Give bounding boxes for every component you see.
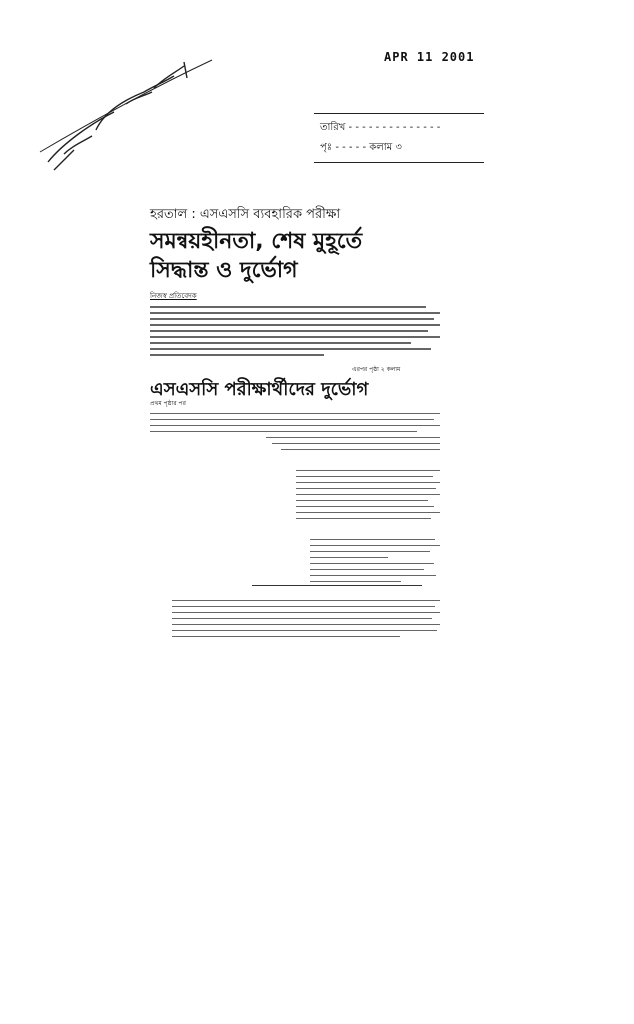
slip-date-label: তারিখ	[320, 122, 346, 133]
column-rule	[252, 585, 422, 586]
continued-note: এরপর পৃষ্ঠা ২ কলাম	[352, 366, 401, 373]
handwritten-annotation	[34, 52, 224, 172]
clipping-info-slip	[314, 113, 484, 163]
article-kicker: হরতাল : এসএসসি ব্যবহারিক পরীক্ষা	[150, 207, 341, 222]
article-headline-line-1: সমন্বয়হীনতা, শেষ মুহূর্তে	[150, 229, 363, 254]
slip-column-label: কলাম	[369, 142, 393, 153]
article-byline: নিজস্ব প্রতিবেদক	[150, 292, 197, 300]
slip-page-line: - - - - -	[335, 142, 370, 153]
article-continuation-text	[150, 408, 440, 455]
received-date-stamp: APR 11 2001	[384, 50, 475, 64]
slip-date-line: - - - - - - - - - - - - - -	[348, 122, 441, 133]
article-body-text	[150, 306, 440, 356]
article-sub-headline: এসএসসি পরীক্ষার্থীদের দুর্ভোগ	[150, 379, 369, 400]
slip-page-row	[320, 140, 402, 157]
slip-column-value: ৩	[395, 142, 402, 153]
slip-page-label: পৃঃ	[320, 142, 333, 153]
article-column-text-1	[296, 465, 440, 524]
article-headline-line-2: সিদ্ধান্ত ও দুর্ভোগ	[150, 258, 298, 283]
article-column-text-2	[310, 534, 440, 587]
article-footer-text	[172, 595, 440, 642]
newspaper-clipping	[150, 205, 440, 360]
slip-date-row	[320, 120, 440, 137]
article-sub-byline: প্রথম পৃষ্ঠার পর	[150, 400, 186, 407]
